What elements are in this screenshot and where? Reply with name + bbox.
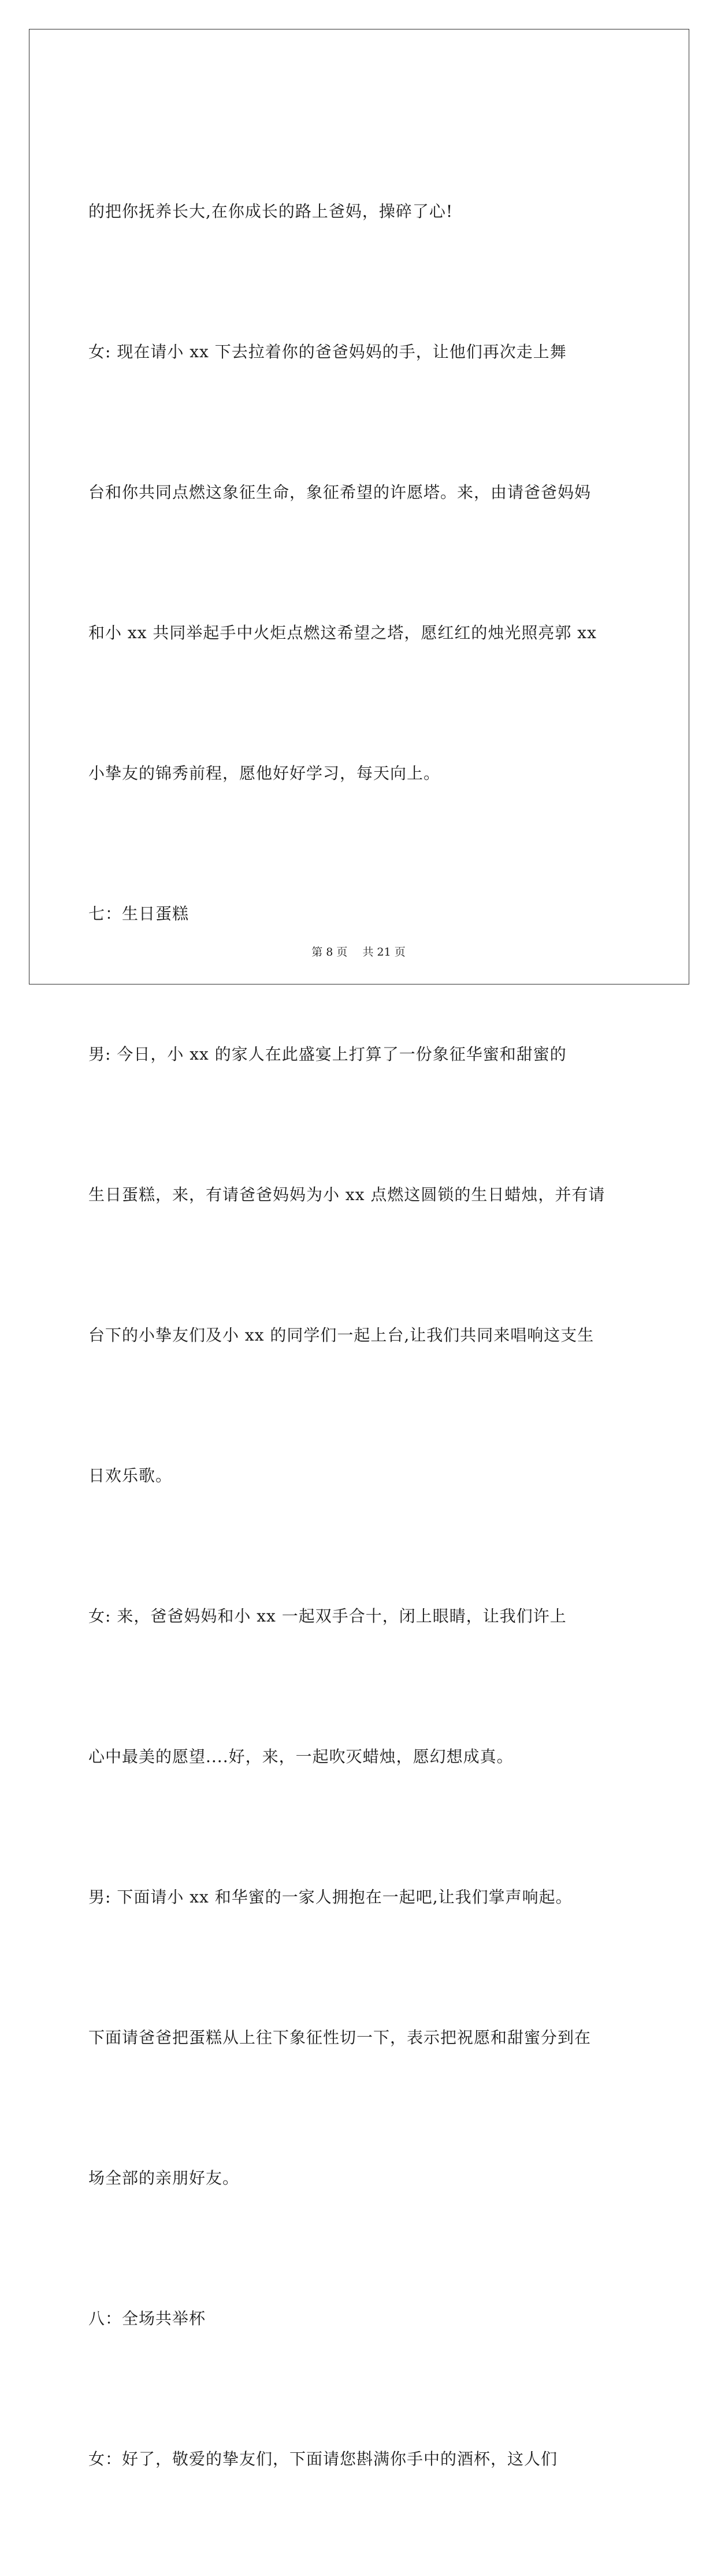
- document-body: [88, 94, 631, 2576]
- page-number: 第 8 页: [311, 946, 348, 958]
- text-line: 下面请爸爸把蛋糕从上往下象征性切一下，表示把祝愿和甜蜜分到在: [88, 2028, 592, 2047]
- text-line: 台和你共同点燃这象征生命，象征希望的许愿塔。来，由请爸爸妈妈: [88, 483, 592, 502]
- text-line: 的把你抚养长大,在你成长的路上爸妈，操碎了心!: [88, 202, 454, 221]
- section-heading: 七：生日蛋糕: [88, 904, 190, 923]
- text-line: 女: 来，爸爸妈妈和小 xx 一起双手合十，闭上眼睛，让我们许上: [88, 1607, 567, 1626]
- text-line: 场全部的亲朋好友。: [88, 2168, 240, 2188]
- text-line: 男: 下面请小 xx 和华蜜的一家人拥抱在一起吧,让我们掌声响起。: [88, 1887, 573, 1907]
- section-heading: 八：全场共举杯: [88, 2309, 206, 2328]
- page-footer: [0, 943, 717, 959]
- text-line: 生日蛋糕，来，有请爸爸妈妈为小 xx 点燃这圆锁的生日蜡烛，并有请: [88, 1185, 605, 1204]
- text-line: 台下的小挚友们及小 xx 的同学们一起上台,让我们共同来唱响这支生: [88, 1326, 595, 1345]
- text-line: 小挚友的锦秀前程，愿他好好学习，每天向上。: [88, 764, 441, 783]
- text-line: 和小 xx 共同举起手中火炬点燃这希望之塔，愿红红的烛光照亮郭 xx: [88, 623, 597, 642]
- text-line: 心中最美的愿望....好，来，一起吹灭蜡烛，愿幻想成真。: [88, 1747, 514, 1766]
- text-line: 日欢乐歌。: [88, 1466, 173, 1485]
- text-line: 女：好了，敬爱的挚友们，下面请您斟满你手中的酒杯，这人们: [88, 2449, 558, 2468]
- page-total: 共 21 页: [362, 946, 406, 958]
- text-line: 男: 今日，小 xx 的家人在此盛宴上打算了一份象征华蜜和甜蜜的: [88, 1045, 567, 1064]
- text-line: 女: 现在请小 xx 下去拉着你的爸爸妈妈的手，让他们再次走上舞: [88, 342, 567, 361]
- text-block: [88, 94, 631, 2576]
